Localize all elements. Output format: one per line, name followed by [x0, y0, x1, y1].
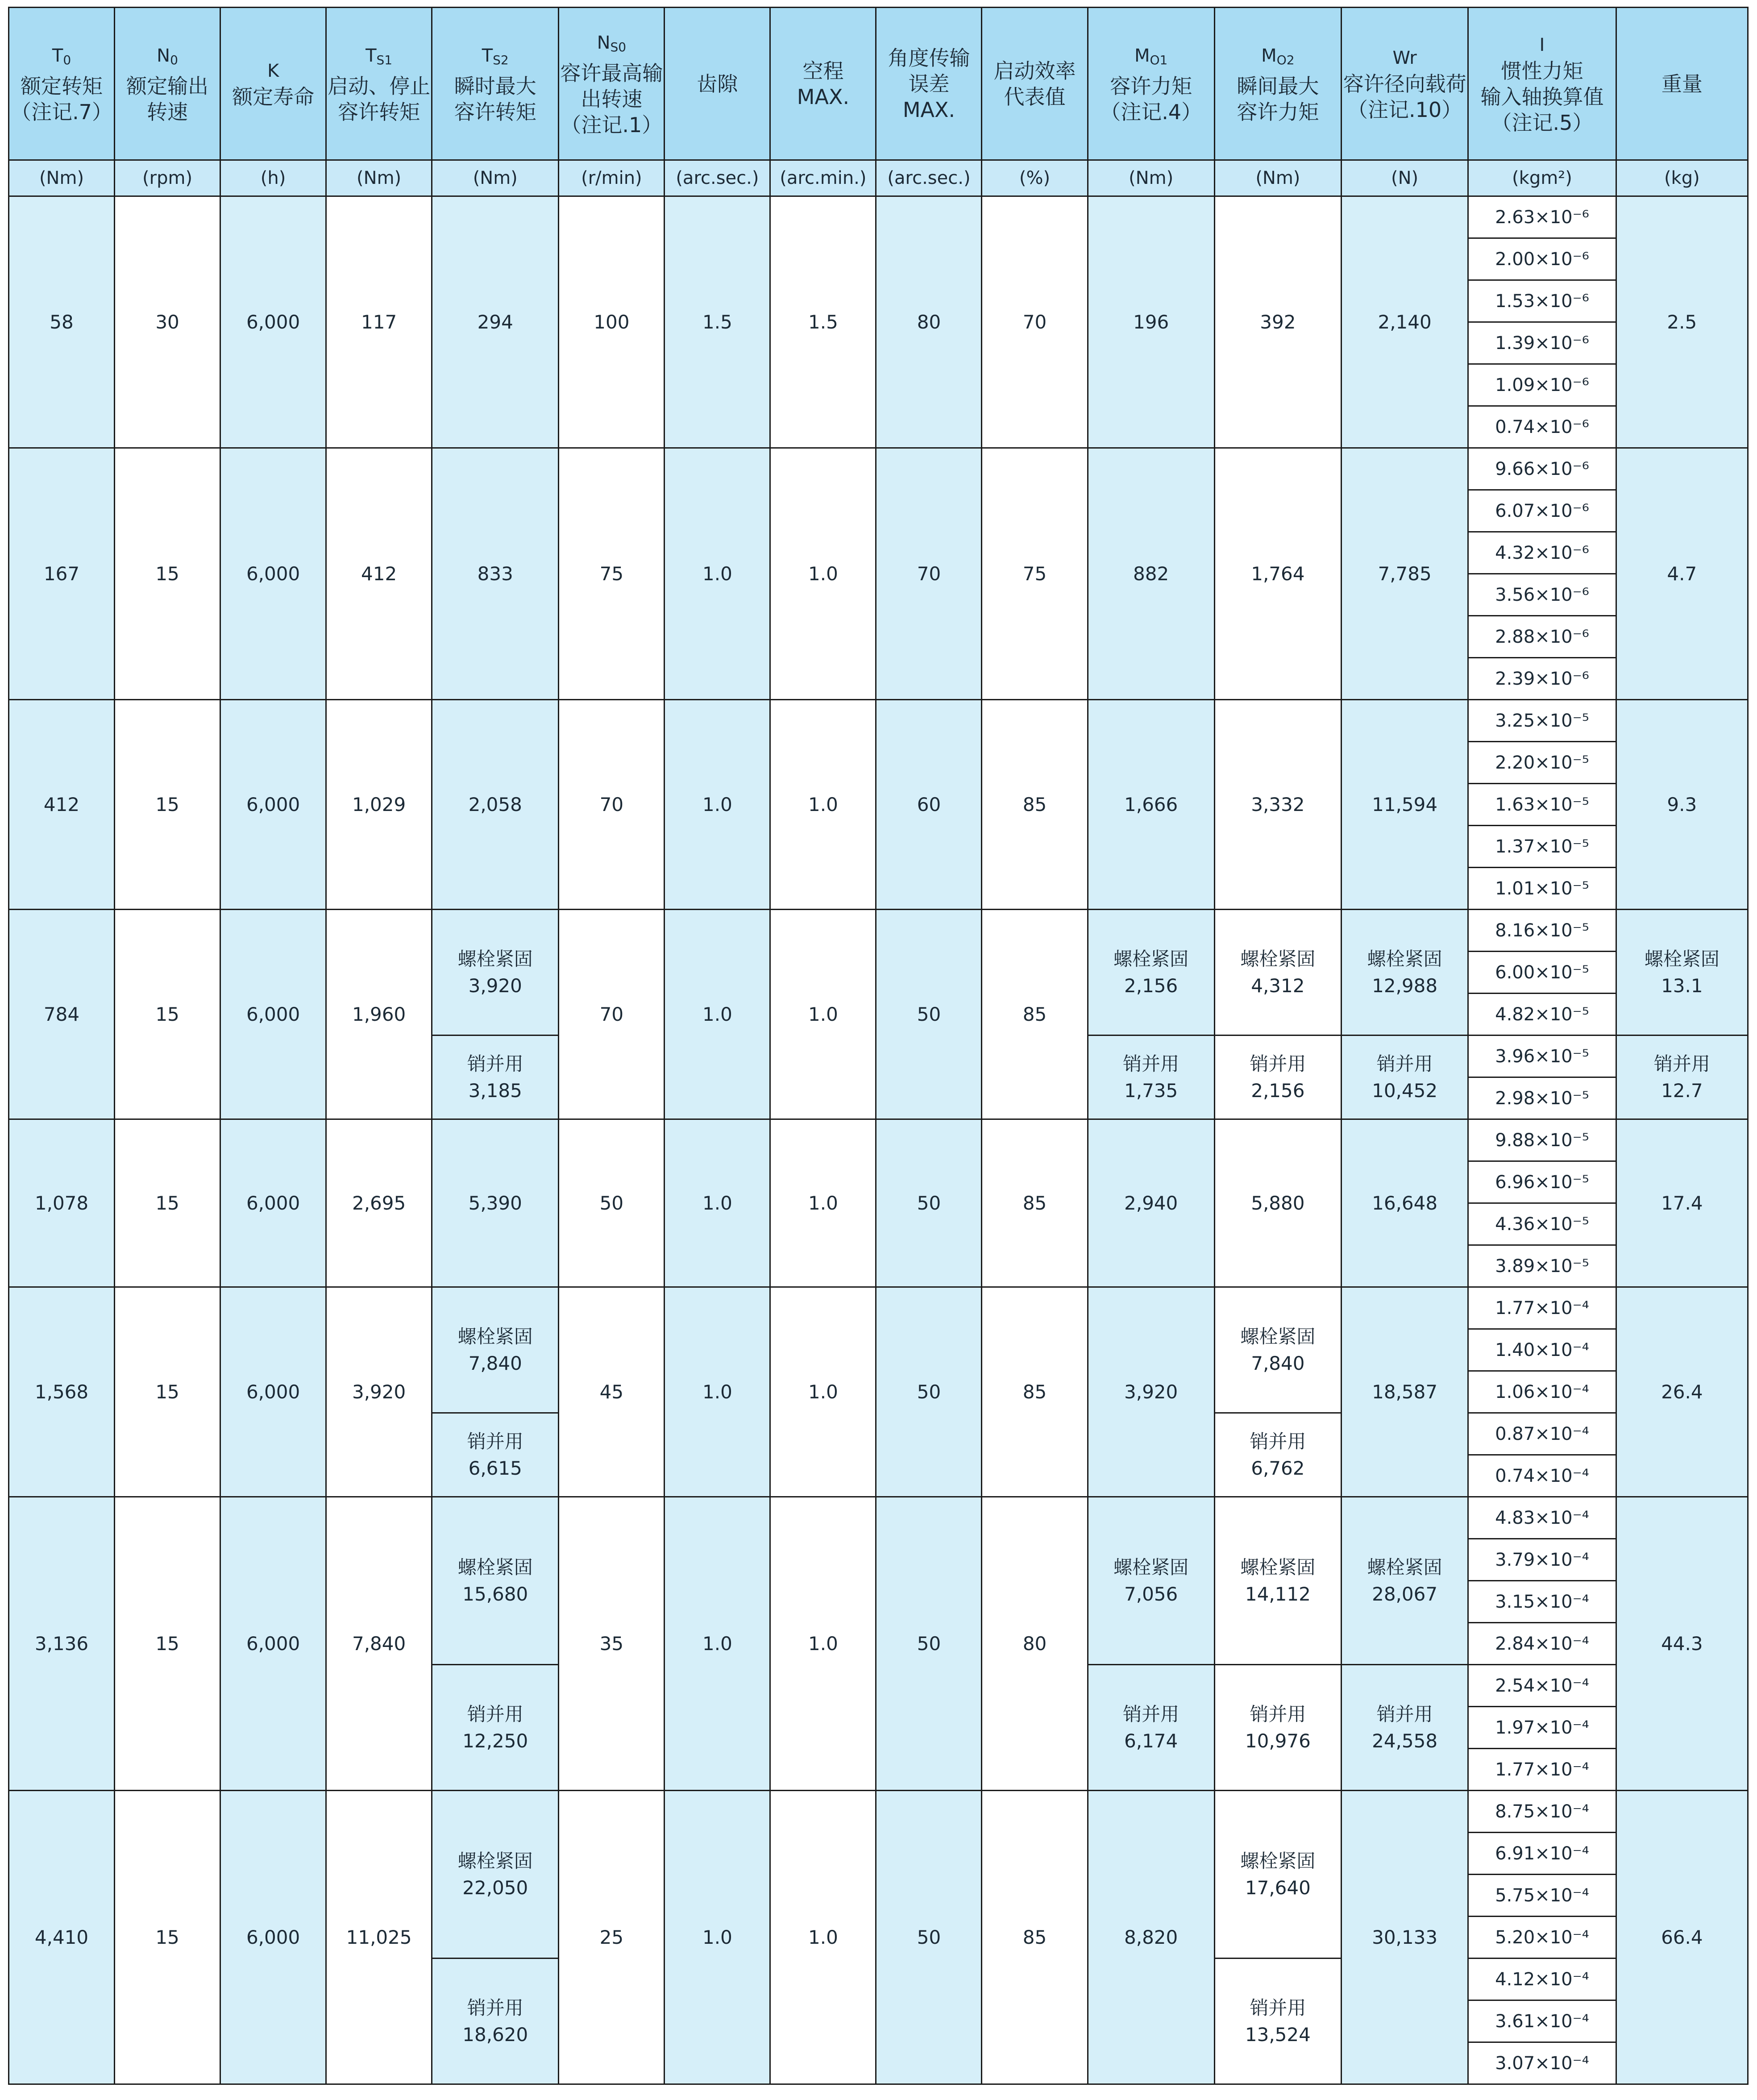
cell-value: 2,156: [1124, 974, 1178, 997]
cell-bolt-label: 螺栓紧固: [457, 1325, 533, 1347]
cell-n0: 15: [115, 910, 220, 1119]
cell-inertia: 0.74×10⁻⁶: [1468, 406, 1616, 448]
cell-value: 14,112: [1245, 1583, 1311, 1605]
cell-pin-label: 销并用: [1376, 1052, 1433, 1075]
cell-efficiency: 85: [982, 1119, 1088, 1287]
cell-angle-error: 70: [876, 448, 982, 700]
cell-inertia: 3.61×10⁻⁴: [1468, 2000, 1616, 2042]
cell-ts1: 1,029: [326, 700, 432, 910]
cell-value: 24,558: [1372, 1730, 1438, 1752]
cell-inertia: 3.15×10⁻⁴: [1468, 1581, 1616, 1623]
cell-lost-motion: 1.0: [770, 1119, 876, 1287]
cell-angle-error: 80: [876, 196, 982, 448]
cell-pin-label: 销并用: [467, 1052, 523, 1075]
cell-inertia: 1.37×10⁻⁵: [1468, 826, 1616, 868]
cell-t0: 58: [9, 196, 115, 448]
cell-lost-motion: 1.0: [770, 1287, 876, 1497]
unit-n0: (rpm): [115, 160, 220, 196]
unit-angle-error: (arc.sec.): [876, 160, 982, 196]
cell-pin-label: 销并用: [1250, 1996, 1306, 2019]
cell-ns0: 70: [559, 910, 665, 1119]
cell-inertia: 0.74×10⁻⁴: [1468, 1455, 1616, 1497]
cell-k: 6,000: [220, 1497, 326, 1791]
cell-angle-error: 50: [876, 1287, 982, 1497]
cell-angle-error: 50: [876, 1497, 982, 1791]
cell-n0: 15: [115, 1497, 220, 1791]
cell-ts1: 1,960: [326, 910, 432, 1119]
cell-bolt-label: 螺栓紧固: [1240, 1556, 1316, 1578]
cell-n0: 15: [115, 448, 220, 700]
cell-lost-motion: 1.0: [770, 1497, 876, 1791]
cell-value: 7,840: [1251, 1352, 1305, 1374]
cell-efficiency: 85: [982, 1287, 1088, 1497]
cell-mo2: 5,880: [1214, 1119, 1341, 1287]
cell-t0: 1,568: [9, 1287, 115, 1497]
cell-inertia: 3.96×10⁻⁵: [1468, 1035, 1616, 1077]
spec-table: [8, 7, 1749, 2085]
cell-n0: 15: [115, 1119, 220, 1287]
cell-ts2: 294: [432, 196, 559, 448]
cell-angle-error: 60: [876, 700, 982, 910]
cell-inertia: 8.75×10⁻⁴: [1468, 1791, 1616, 1833]
cell-efficiency: 80: [982, 1497, 1088, 1791]
cell-pin-label: 销并用: [1653, 1052, 1710, 1075]
cell-inertia: 6.91×10⁻⁴: [1468, 1833, 1616, 1875]
cell-mo1: 196: [1088, 196, 1214, 448]
header-row: [9, 8, 1748, 160]
cell-mo2-bolt: [1214, 1497, 1341, 1665]
cell-mo1-pin: [1088, 1035, 1214, 1119]
cell-wr: 16,648: [1341, 1119, 1468, 1287]
cell-inertia: 5.75×10⁻⁴: [1468, 1875, 1616, 1917]
cell-weight: 17.4: [1616, 1119, 1748, 1287]
cell-inertia: 1.09×10⁻⁶: [1468, 364, 1616, 406]
cell-inertia: 2.20×10⁻⁵: [1468, 742, 1616, 784]
cell-wr: 30,133: [1341, 1791, 1468, 2084]
cell-n0: 15: [115, 700, 220, 910]
cell-inertia: 2.63×10⁻⁶: [1468, 196, 1616, 238]
cell-backlash: 1.0: [665, 1791, 770, 2084]
unit-mo1: (Nm): [1088, 160, 1214, 196]
cell-bolt-label: 螺栓紧固: [457, 1556, 533, 1578]
cell-bolt-label: 螺栓紧固: [1113, 948, 1189, 970]
cell-ts2-bolt: [432, 1791, 559, 1959]
cell-wr-bolt: [1341, 1497, 1468, 1665]
cell-ts2: 833: [432, 448, 559, 700]
cell-value: 3,920: [468, 974, 522, 997]
cell-pin-label: 销并用: [1123, 1052, 1180, 1075]
cell-n0: 15: [115, 1287, 220, 1497]
cell-ts2-bolt: [432, 910, 559, 1035]
cell-ts1: 3,920: [326, 1287, 432, 1497]
cell-inertia: 2.54×10⁻⁴: [1468, 1665, 1616, 1707]
cell-value: 12.7: [1661, 1079, 1703, 1102]
cell-pin-label: 销并用: [467, 1996, 523, 2019]
cell-value: 1,735: [1124, 1079, 1178, 1102]
cell-backlash: 1.5: [665, 196, 770, 448]
cell-backlash: 1.0: [665, 910, 770, 1119]
cell-ts2-bolt: [432, 1287, 559, 1413]
cell-weight: 66.4: [1616, 1791, 1748, 2084]
unit-ts2: (Nm): [432, 160, 559, 196]
cell-ns0: 50: [559, 1119, 665, 1287]
cell-mo1: 3,920: [1088, 1287, 1214, 1497]
cell-k: 6,000: [220, 1287, 326, 1497]
cell-inertia: 4.12×10⁻⁴: [1468, 1959, 1616, 2000]
cell-lost-motion: 1.0: [770, 1791, 876, 2084]
cell-pin-label: 销并用: [467, 1430, 523, 1452]
cell-inertia: 3.89×10⁻⁵: [1468, 1245, 1616, 1287]
cell-value: 10,452: [1372, 1079, 1438, 1102]
cell-t0: 3,136: [9, 1497, 115, 1791]
table-row: [9, 910, 1748, 952]
cell-pin-label: 销并用: [1123, 1703, 1180, 1725]
spec-table-container: [8, 7, 1749, 2085]
cell-inertia: 6.00×10⁻⁵: [1468, 952, 1616, 994]
cell-efficiency: 75: [982, 448, 1088, 700]
cell-inertia: 1.97×10⁻⁴: [1468, 1707, 1616, 1749]
cell-value: 3,185: [468, 1079, 522, 1102]
cell-bolt-label: 螺栓紧固: [1240, 1850, 1316, 1872]
cell-bolt-label: 螺栓紧固: [1113, 1556, 1189, 1578]
cell-t0: 1,078: [9, 1119, 115, 1287]
cell-bolt-label: 螺栓紧固: [1367, 1556, 1442, 1578]
cell-ts2-pin: [432, 1959, 559, 2084]
table-row: [9, 700, 1748, 742]
cell-weight: 2.5: [1616, 196, 1748, 448]
cell-ts1: 11,025: [326, 1791, 432, 2084]
cell-inertia: 3.25×10⁻⁵: [1468, 700, 1616, 742]
cell-value: 13.1: [1661, 974, 1703, 997]
header-weight: 重量: [1616, 8, 1748, 160]
cell-efficiency: 70: [982, 196, 1088, 448]
cell-inertia: 8.16×10⁻⁵: [1468, 910, 1616, 952]
cell-ts2-pin: [432, 1035, 559, 1119]
cell-lost-motion: 1.0: [770, 700, 876, 910]
cell-value: 13,524: [1245, 2023, 1311, 2046]
cell-ts1: 412: [326, 448, 432, 700]
header-mo1: $M_{O1}$ 容许力矩 （注记.4）: [1088, 8, 1214, 160]
cell-inertia: 1.63×10⁻⁵: [1468, 784, 1616, 826]
cell-backlash: 1.0: [665, 1119, 770, 1287]
unit-ts1: (Nm): [326, 160, 432, 196]
cell-lost-motion: 1.0: [770, 910, 876, 1119]
units-row: [9, 160, 1748, 196]
cell-t0: 4,410: [9, 1791, 115, 2084]
cell-lost-motion: 1.5: [770, 196, 876, 448]
cell-angle-error: 50: [876, 1791, 982, 2084]
cell-backlash: 1.0: [665, 1287, 770, 1497]
cell-weight-bolt: [1616, 910, 1748, 1035]
cell-bolt-label: 螺栓紧固: [1367, 948, 1442, 970]
unit-wr: (N): [1341, 160, 1468, 196]
cell-value: 6,174: [1124, 1730, 1178, 1752]
cell-mo1-bolt: [1088, 910, 1214, 1035]
cell-mo2-pin: [1214, 1413, 1341, 1497]
cell-angle-error: 50: [876, 910, 982, 1119]
cell-mo2-pin: [1214, 1035, 1341, 1119]
cell-k: 6,000: [220, 448, 326, 700]
cell-mo1: 882: [1088, 448, 1214, 700]
cell-bolt-label: 螺栓紧固: [1644, 948, 1720, 970]
header-angle-error: 角度传输 误差 MAX.: [876, 8, 982, 160]
cell-ns0: 45: [559, 1287, 665, 1497]
cell-mo2: 392: [1214, 196, 1341, 448]
cell-weight: 9.3: [1616, 700, 1748, 910]
cell-inertia: 3.79×10⁻⁴: [1468, 1539, 1616, 1581]
cell-inertia: 5.20×10⁻⁴: [1468, 1917, 1616, 1959]
cell-inertia: 1.77×10⁻⁴: [1468, 1749, 1616, 1791]
cell-inertia: 1.53×10⁻⁶: [1468, 280, 1616, 322]
cell-weight: 44.3: [1616, 1497, 1748, 1791]
cell-efficiency: 85: [982, 1791, 1088, 2084]
cell-ns0: 70: [559, 700, 665, 910]
table-row: [9, 1497, 1748, 1539]
cell-wr: 2,140: [1341, 196, 1468, 448]
cell-mo1: 1,666: [1088, 700, 1214, 910]
table-row: [9, 1791, 1748, 1833]
cell-value: 28,067: [1372, 1583, 1438, 1605]
cell-k: 6,000: [220, 1791, 326, 2084]
table-row: [9, 196, 1748, 238]
cell-value: 12,250: [462, 1730, 528, 1752]
cell-inertia: 4.83×10⁻⁴: [1468, 1497, 1616, 1539]
cell-wr-bolt: [1341, 910, 1468, 1035]
header-efficiency: 启动效率 代表值: [982, 8, 1088, 160]
cell-wr: 18,587: [1341, 1287, 1468, 1497]
cell-lost-motion: 1.0: [770, 448, 876, 700]
cell-mo1: 2,940: [1088, 1119, 1214, 1287]
cell-value: 6,762: [1251, 1457, 1305, 1479]
cell-backlash: 1.0: [665, 1497, 770, 1791]
cell-inertia: 2.88×10⁻⁶: [1468, 616, 1616, 658]
cell-pin-label: 销并用: [467, 1703, 523, 1725]
unit-t0: (Nm): [9, 160, 115, 196]
header-ts1: $T_{S1}$ 启动、停止 容许转矩: [326, 8, 432, 160]
cell-ts2-bolt: [432, 1497, 559, 1665]
cell-value: 12,988: [1372, 974, 1438, 997]
cell-inertia: 6.07×10⁻⁶: [1468, 490, 1616, 532]
cell-value: 15,680: [462, 1583, 528, 1605]
cell-ns0: 75: [559, 448, 665, 700]
unit-efficiency: (%): [982, 160, 1088, 196]
cell-inertia: 4.36×10⁻⁵: [1468, 1203, 1616, 1245]
header-k: K 额定寿命: [220, 8, 326, 160]
cell-inertia: 2.39×10⁻⁶: [1468, 658, 1616, 700]
cell-bolt-label: 螺栓紧固: [457, 948, 533, 970]
cell-bolt-label: 螺栓紧固: [1240, 948, 1316, 970]
cell-inertia: 1.39×10⁻⁶: [1468, 322, 1616, 364]
cell-k: 6,000: [220, 700, 326, 910]
cell-inertia: 1.01×10⁻⁵: [1468, 868, 1616, 910]
cell-mo2-bolt: [1214, 1791, 1341, 1959]
cell-k: 6,000: [220, 1119, 326, 1287]
unit-k: (h): [220, 160, 326, 196]
unit-inertia: (kgm²): [1468, 160, 1616, 196]
cell-ns0: 35: [559, 1497, 665, 1791]
cell-n0: 30: [115, 196, 220, 448]
unit-lost-motion: (arc.min.): [770, 160, 876, 196]
cell-pin-label: 销并用: [1250, 1052, 1306, 1075]
cell-backlash: 1.0: [665, 448, 770, 700]
header-backlash: 齿隙: [665, 8, 770, 160]
header-n0: $N_0$ 额定输出 转速: [115, 8, 220, 160]
cell-inertia: 3.56×10⁻⁶: [1468, 574, 1616, 616]
unit-ns0: (r/min): [559, 160, 665, 196]
cell-mo2-pin: [1214, 1959, 1341, 2084]
header-mo2: $M_{O2}$ 瞬间最大 容许力矩: [1214, 8, 1341, 160]
cell-value: 2,156: [1251, 1079, 1305, 1102]
cell-weight: 26.4: [1616, 1287, 1748, 1497]
header-lost-motion: 空程 MAX.: [770, 8, 876, 160]
cell-ts2: 5,390: [432, 1119, 559, 1287]
cell-inertia: 9.66×10⁻⁶: [1468, 448, 1616, 490]
unit-mo2: (Nm): [1214, 160, 1341, 196]
table-row: [9, 1287, 1748, 1329]
cell-ts2: 2,058: [432, 700, 559, 910]
header-t0: $T_0$ 额定转矩 （注记.7）: [9, 8, 115, 160]
cell-bolt-label: 螺栓紧固: [1240, 1325, 1316, 1347]
cell-inertia: 4.82×10⁻⁵: [1468, 994, 1616, 1035]
cell-value: 7,056: [1124, 1583, 1178, 1605]
cell-wr-pin: [1341, 1665, 1468, 1791]
table-row: [9, 1119, 1748, 1161]
header-ns0: $N_{S0}$ 容许最高输 出转速 （注记.1）: [559, 8, 665, 160]
cell-weight: 4.7: [1616, 448, 1748, 700]
cell-inertia: 2.84×10⁻⁴: [1468, 1623, 1616, 1665]
cell-pin-label: 销并用: [1376, 1703, 1433, 1725]
cell-value: 17,640: [1245, 1876, 1311, 1899]
unit-backlash: (arc.sec.): [665, 160, 770, 196]
cell-ts1: 117: [326, 196, 432, 448]
cell-bolt-label: 螺栓紧固: [457, 1850, 533, 1872]
cell-inertia: 3.07×10⁻⁴: [1468, 2042, 1616, 2084]
cell-ts2-pin: [432, 1413, 559, 1497]
cell-ts1: 2,695: [326, 1119, 432, 1287]
cell-mo1: 8,820: [1088, 1791, 1214, 2084]
table-row: [9, 448, 1748, 490]
cell-mo1-pin: [1088, 1665, 1214, 1791]
cell-mo2-pin: [1214, 1665, 1341, 1791]
cell-value: 10,976: [1245, 1730, 1311, 1752]
cell-inertia: 4.32×10⁻⁶: [1468, 532, 1616, 574]
cell-k: 6,000: [220, 196, 326, 448]
cell-pin-label: 销并用: [1250, 1430, 1306, 1452]
cell-backlash: 1.0: [665, 700, 770, 910]
cell-angle-error: 50: [876, 1119, 982, 1287]
cell-inertia: 2.00×10⁻⁶: [1468, 238, 1616, 280]
cell-t0: 167: [9, 448, 115, 700]
cell-value: 4,312: [1251, 974, 1305, 997]
cell-t0: 412: [9, 700, 115, 910]
cell-t0: 784: [9, 910, 115, 1119]
cell-inertia: 0.87×10⁻⁴: [1468, 1413, 1616, 1455]
cell-wr: 11,594: [1341, 700, 1468, 910]
cell-n0: 15: [115, 1791, 220, 2084]
table-body: [9, 196, 1748, 2084]
cell-inertia: 1.06×10⁻⁴: [1468, 1371, 1616, 1413]
cell-wr-pin: [1341, 1035, 1468, 1119]
cell-ns0: 100: [559, 196, 665, 448]
cell-inertia: 6.96×10⁻⁵: [1468, 1161, 1616, 1203]
cell-mo2: 3,332: [1214, 700, 1341, 910]
header-inertia: I 惯性力矩 输入轴换算值 （注记.5）: [1468, 8, 1616, 160]
cell-value: 6,615: [468, 1457, 522, 1479]
cell-inertia: 9.88×10⁻⁵: [1468, 1119, 1616, 1161]
unit-weight: (kg): [1616, 160, 1748, 196]
cell-weight-pin: [1616, 1035, 1748, 1119]
cell-inertia: 2.98×10⁻⁵: [1468, 1077, 1616, 1119]
cell-mo1-bolt: [1088, 1497, 1214, 1665]
cell-value: 22,050: [462, 1876, 528, 1899]
cell-inertia: 1.40×10⁻⁴: [1468, 1329, 1616, 1371]
cell-k: 6,000: [220, 910, 326, 1119]
cell-inertia: 1.77×10⁻⁴: [1468, 1287, 1616, 1329]
cell-value: 7,840: [468, 1352, 522, 1374]
header-ts2: $T_{S2}$ 瞬时最大 容许转矩: [432, 8, 559, 160]
cell-ns0: 25: [559, 1791, 665, 2084]
cell-pin-label: 销并用: [1250, 1703, 1306, 1725]
cell-wr: 7,785: [1341, 448, 1468, 700]
cell-ts1: 7,840: [326, 1497, 432, 1791]
cell-value: 18,620: [462, 2023, 528, 2046]
cell-mo2-bolt: [1214, 910, 1341, 1035]
cell-efficiency: 85: [982, 910, 1088, 1119]
header-wr: Wr 容许径向载荷 （注记.10）: [1341, 8, 1468, 160]
cell-efficiency: 85: [982, 700, 1088, 910]
cell-mo2-bolt: [1214, 1287, 1341, 1413]
cell-ts2-pin: [432, 1665, 559, 1791]
cell-mo2: 1,764: [1214, 448, 1341, 700]
